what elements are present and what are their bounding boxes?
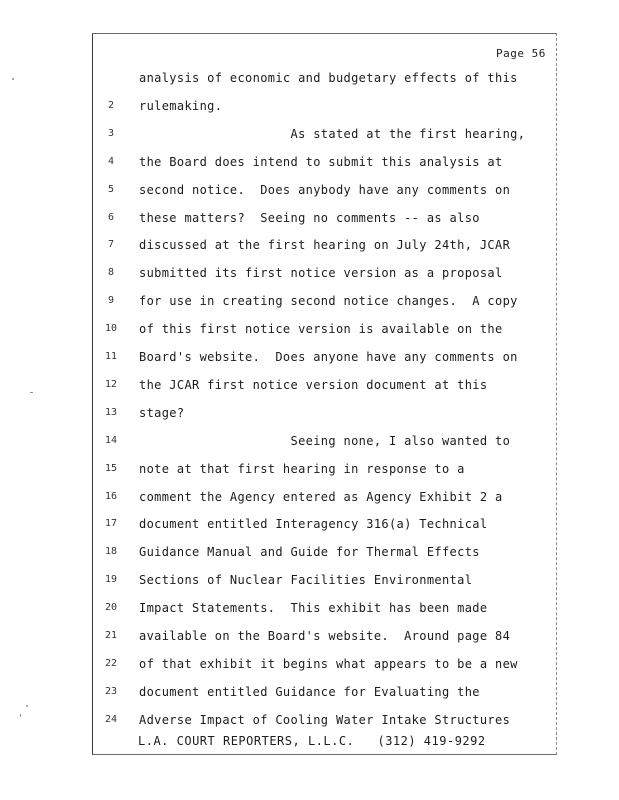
line-number: 12 <box>104 378 118 390</box>
line-number: 6 <box>107 211 115 223</box>
line-number: 15 <box>104 462 118 474</box>
line-number: 21 <box>104 630 118 641</box>
transcript-line-text: rulemaking. <box>139 98 223 113</box>
line-number: 16 <box>104 490 118 502</box>
court-reporter-footer: L.A. COURT REPORTERS, L.L.C. (312) 419-9292 <box>138 734 486 748</box>
line-number: 2 <box>107 99 115 111</box>
line-number: 24 <box>104 713 118 725</box>
transcript-line-text: discussed at the first hearing on July 24th, JCAR <box>139 238 511 253</box>
line-number: 13 <box>104 406 118 418</box>
transcript-line-text: Adverse Impact of Cooling Water Intake Structures <box>139 712 511 727</box>
transcript-line-text: document entitled Interagency 316(a) Technical <box>139 517 488 532</box>
transcript-page <box>92 33 557 755</box>
line-number: 5 <box>107 183 115 195</box>
transcript-line-text: of this first notice version is available on the <box>139 322 503 337</box>
transcript-line-text: for use in creating second notice changes. A copy <box>139 294 518 309</box>
line-number: 11 <box>104 351 118 362</box>
page-number: Page 56 <box>496 47 546 60</box>
scan-speck <box>26 705 28 707</box>
line-number: 3 <box>107 127 115 139</box>
line-number: 9 <box>107 295 115 307</box>
transcript-line-text: document entitled Guidance for Evaluating the <box>139 684 480 699</box>
transcript-line-text: available on the Board's website. Around page 84 <box>139 629 511 643</box>
transcript-line-text: stage? <box>139 405 185 420</box>
line-number: 22 <box>104 657 118 669</box>
line-number: 4 <box>107 155 115 167</box>
transcript-line-text: submitted its first notice version as a proposal <box>139 266 503 281</box>
transcript-line-text: of that exhibit it begins what appears to be a new <box>139 656 518 671</box>
line-number: 8 <box>107 267 115 279</box>
line-number: 20 <box>104 602 118 614</box>
line-number: 14 <box>104 434 118 446</box>
transcript-line-text: Impact Statements. This exhibit has been made <box>139 601 488 616</box>
transcript-line-text: Seeing none, I also wanted to <box>139 433 511 448</box>
scan-speck <box>30 392 33 393</box>
transcript-line-text: these matters? Seeing no comments -- as also <box>139 210 480 225</box>
transcript-line-text: second notice. Does anybody have any comments on <box>139 182 511 197</box>
transcript-line-text: note at that first hearing in response to a <box>139 461 465 476</box>
transcript-line-text: As stated at the first hearing, <box>139 126 526 141</box>
transcript-line-text: the Board does intend to submit this analysis at <box>139 154 503 169</box>
transcript-line-text: the JCAR first notice version document at this <box>139 377 488 392</box>
transcript-line-text: comment the Agency entered as Agency Exhibit 2 a <box>139 489 503 504</box>
scan-speck <box>12 78 14 80</box>
line-number: 18 <box>104 546 118 558</box>
line-number: 23 <box>104 685 118 697</box>
transcript-line-text: analysis of economic and budgetary effects of this <box>139 71 518 85</box>
transcript-line-text: Guidance Manual and Guide for Thermal Effects <box>139 545 480 560</box>
transcript-line-text: Board's website. Does anyone have any comments on <box>139 350 518 364</box>
line-number: 17 <box>104 518 118 530</box>
transcript-line-text: Sections of Nuclear Facilities Environmental <box>139 573 473 588</box>
scan-speck <box>20 714 21 717</box>
line-number: 19 <box>104 574 118 586</box>
line-number: 10 <box>104 323 118 335</box>
line-number: 7 <box>107 239 115 251</box>
